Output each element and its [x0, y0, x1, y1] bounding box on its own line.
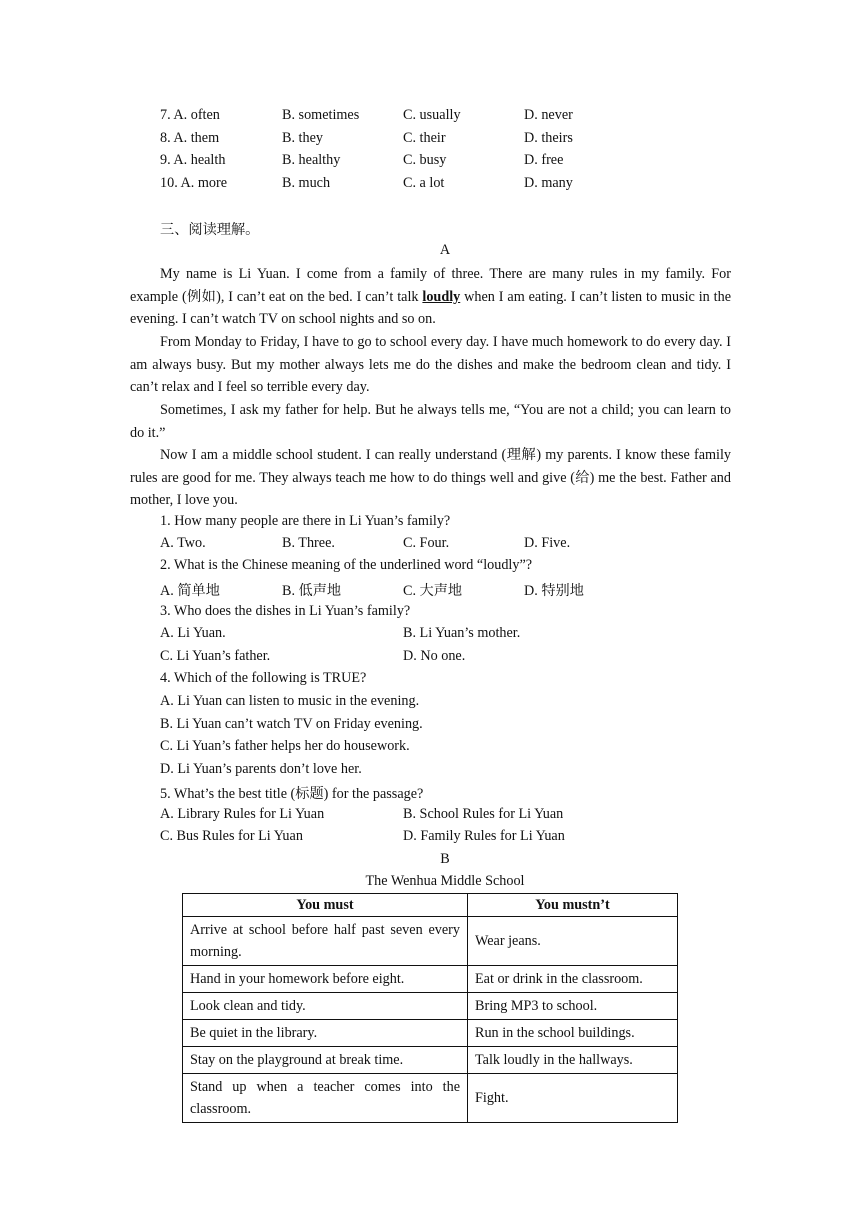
q1-option-b: B. Three.: [282, 535, 335, 551]
question-4: 4. Which of the following is TRUE?: [160, 670, 367, 686]
mustnt-cell: Eat or drink in the classroom.: [468, 966, 678, 993]
q4-option-b: B. Li Yuan can’t watch TV on Friday evening.: [160, 716, 423, 732]
p3-text: Sometimes, I ask my father for help. But he always tells me, “You are not a child; you can learn to do it.”: [130, 402, 731, 441]
option-9a: 9. A. health: [160, 152, 226, 168]
option-7a: 7. A. often: [160, 107, 220, 123]
q3-option-d: D. No one.: [403, 648, 466, 664]
question-3: 3. Who does the dishes in Li Yuan’s family?: [160, 603, 411, 619]
p2-text: From Monday to Friday, I have to go to school every day. I have much homework to do every day. I am always busy. But my mother always lets me do the dishes and make the bedroom clean and tidy. I can’t relax and I feel so terrible every day.: [130, 334, 731, 396]
p1-before: My name is Li Yuan. I come from a family of three. There are many rules in my family. For example (例如), I can’t eat on the bed. I can’t talk: [130, 266, 731, 305]
section-title: 三、阅读理解。: [160, 222, 260, 238]
mustnt-cell: Fight.: [468, 1074, 678, 1123]
must-cell: Stay on the playground at break time.: [183, 1047, 468, 1074]
option-8a: 8. A. them: [160, 130, 220, 146]
must-cell: Look clean and tidy.: [183, 993, 468, 1020]
option-9d: D. free: [524, 152, 564, 168]
passage-a-label: A: [439, 242, 451, 258]
p4-text: Now I am a middle school student. I can really understand (理解) my parents. I know these family rules are good for me. They always teach me how to do things well and give (给) me the best. Father and mother, I love you.: [130, 447, 731, 509]
option-8b: B. they: [282, 130, 323, 146]
option-10d: D. many: [524, 175, 573, 191]
q1-option-d: D. Five.: [524, 535, 571, 551]
must-cell: Arrive at school before half past seven every morning.: [183, 917, 468, 966]
passage-a-paragraph-1: [130, 263, 731, 331]
option-10a: 10. A. more: [160, 175, 227, 191]
q4-option-a: A. Li Yuan can listen to music in the evening.: [160, 693, 420, 709]
option-7c: C. usually: [403, 107, 461, 123]
question-2: 2. What is the Chinese meaning of the underlined word “loudly”?: [160, 557, 533, 573]
q2-option-a: A. 简单地: [160, 583, 220, 599]
table-row: [183, 1074, 678, 1123]
passage-a-paragraph-4: [130, 444, 731, 512]
q1-option-a: A. Two.: [160, 535, 206, 551]
table-row: [183, 1020, 678, 1047]
option-10b: B. much: [282, 175, 331, 191]
q4-option-d: D. Li Yuan’s parents don’t love her.: [160, 761, 362, 777]
must-cell: Stand up when a teacher comes into the classroom.: [183, 1074, 468, 1123]
question-1: 1. How many people are there in Li Yuan’s family?: [160, 513, 451, 529]
table-row: [183, 993, 678, 1020]
table-header-row: [183, 894, 678, 917]
q5-option-b: B. School Rules for Li Yuan: [403, 806, 564, 822]
q5-option-d: D. Family Rules for Li Yuan: [403, 828, 565, 844]
header-you-mustnt: You mustn’t: [468, 894, 678, 917]
q2-option-b: B. 低声地: [282, 583, 342, 599]
q1-option-c: C. Four.: [403, 535, 450, 551]
table-row: [183, 917, 678, 966]
q2-option-d: D. 特别地: [524, 583, 584, 599]
table-row: [183, 1047, 678, 1074]
question-5: 5. What’s the best title (标题) for the passage?: [160, 786, 424, 802]
header-you-must: You must: [183, 894, 468, 917]
school-rules-table: [182, 893, 678, 1123]
mustnt-cell: Wear jeans.: [468, 917, 678, 966]
passage-b-label: B: [440, 851, 450, 867]
passage-a-paragraph-3: [130, 399, 731, 444]
q3-option-a: A. Li Yuan.: [160, 625, 226, 641]
must-cell: Be quiet in the library.: [183, 1020, 468, 1047]
must-cell: Hand in your homework before eight.: [183, 966, 468, 993]
option-8d: D. theirs: [524, 130, 573, 146]
underlined-word-loudly: loudly: [422, 288, 461, 305]
option-8c: C. their: [403, 130, 446, 146]
table-row: [183, 966, 678, 993]
mustnt-cell: Run in the school buildings.: [468, 1020, 678, 1047]
q5-option-a: A. Library Rules for Li Yuan: [160, 806, 325, 822]
option-9c: C. busy: [403, 152, 447, 168]
option-7b: B. sometimes: [282, 107, 360, 123]
q3-option-b: B. Li Yuan’s mother.: [403, 625, 521, 641]
mustnt-cell: Bring MP3 to school.: [468, 993, 678, 1020]
option-7d: D. never: [524, 107, 573, 123]
q3-option-c: C. Li Yuan’s father.: [160, 648, 271, 664]
option-9b: B. healthy: [282, 152, 341, 168]
p1-after: when I am eating. I can’t listen to music in the evening. I can’t watch TV on school nights and so on.: [130, 288, 731, 328]
q2-option-c: C. 大声地: [403, 583, 463, 599]
option-10c: C. a lot: [403, 175, 445, 191]
q5-option-c: C. Bus Rules for Li Yuan: [160, 828, 303, 844]
q4-option-c: C. Li Yuan’s father helps her do housework.: [160, 738, 410, 754]
table-title: The Wenhua Middle School: [365, 873, 525, 889]
passage-a-paragraph-2: [130, 331, 731, 399]
mustnt-cell: Talk loudly in the hallways.: [468, 1047, 678, 1074]
